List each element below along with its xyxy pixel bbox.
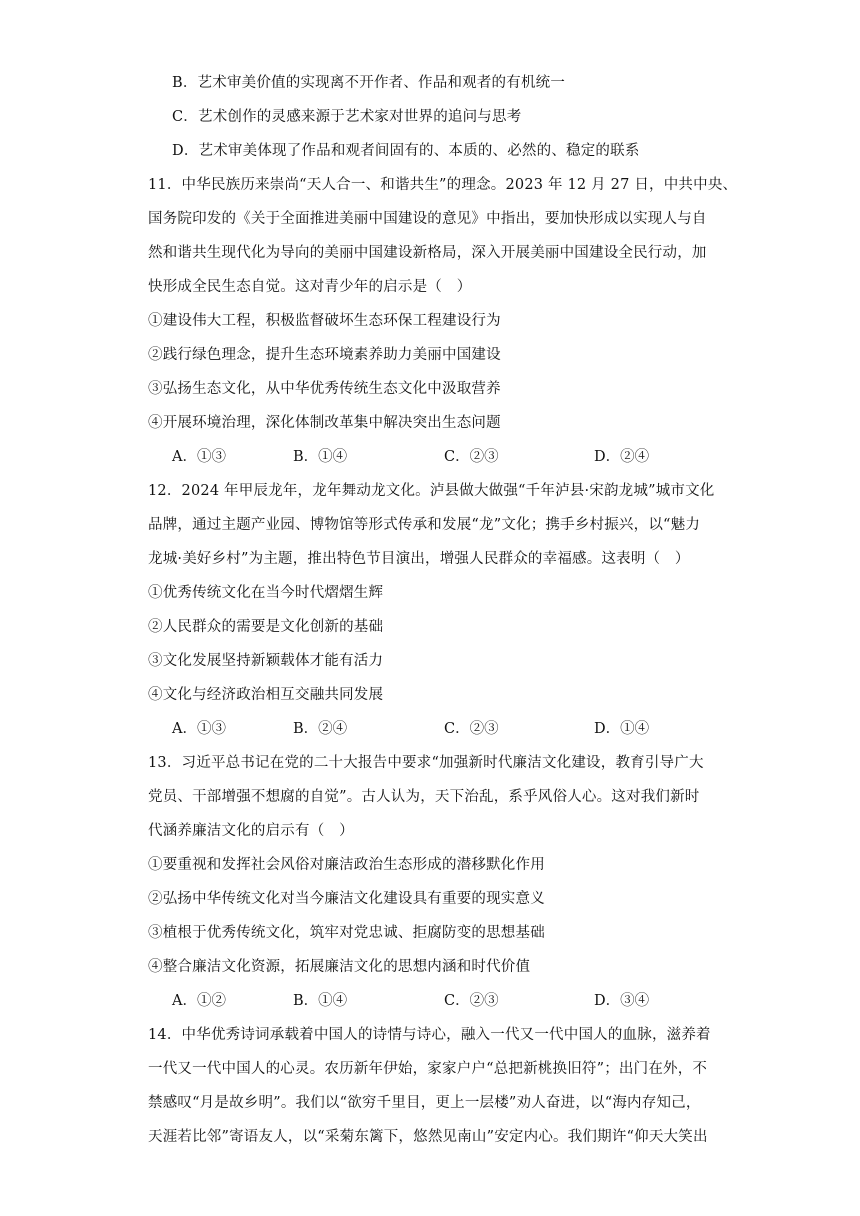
q14-stem-line-4: 天涯若比邻”寄语友人，以“采菊东篱下，悠然见南山”安定内心。我们期许“仰天大笑出: [148, 1129, 708, 1145]
q13-item-1: ①要重视和发挥社会风俗对廉洁政治生态形成的潜移默化作用: [148, 857, 545, 873]
q12-item-3: ③文化发展坚持新颖载体才能有活力: [148, 653, 384, 669]
q13-stem-line-2: 党员、干部增强不想腐的自觉”。古人认为，天下治乱，系乎风俗人心。这对我们新时: [148, 789, 700, 805]
q13-stem-line-3: 代涵养廉洁文化的启示有（ ）: [148, 823, 354, 839]
q12-stem-line-2: 品牌，通过主题产业园、博物馆等形式传承和发展“龙”文化；携手乡村振兴，以“魅力: [148, 517, 701, 533]
q13-item-4: ④整合廉洁文化资源，拓展廉洁文化的思想内涵和时代价值: [148, 959, 531, 975]
q11-item-3: ③弘扬生态文化，从中华优秀传统生态文化中汲取营养: [148, 381, 501, 397]
q11-stem-line-2: 国务院印发的《关于全面推进美丽中国建设的意见》中指出，要加快形成以实现人与自: [148, 211, 707, 227]
q11-item-2: ②践行绿色理念，提升生态环境素养助力美丽中国建设: [148, 347, 501, 363]
q13-option-b: B．①④: [293, 993, 348, 1009]
q11-option-b: B．①④: [293, 449, 348, 465]
q10-option-c: C．艺术创作的灵感来源于艺术家对世界的追问与思考: [172, 109, 522, 125]
q11-item-1: ①建设伟大工程，积极监督破坏生态环保工程建设行为: [148, 313, 501, 329]
q12-option-a: A．①③: [172, 721, 226, 737]
q12-option-b: B．②④: [293, 721, 348, 737]
q11-stem-line-3: 然和谐共生现代化为导向的美丽中国建设新格局，深入开展美丽中国建设全民行动，加: [148, 245, 707, 261]
q10-option-d: D．艺术审美体现了作品和观者间固有的、本质的、必然的、稳定的联系: [172, 143, 640, 159]
q12-option-d: D．①④: [594, 721, 650, 737]
q14-stem-line-2: 一代又一代中国人的心灵。农历新年伊始，家家户户“总把新桃换旧符”；出门在外，不: [148, 1061, 708, 1077]
q12-item-1: ①优秀传统文化在当今时代熠熠生辉: [148, 585, 384, 601]
q11-item-4: ④开展环境治理，深化体制改革集中解决突出生态问题: [148, 415, 501, 431]
q13-option-a: A．①②: [172, 993, 226, 1009]
q11-option-c: C．②③: [444, 449, 499, 465]
q12-option-c: C．②③: [444, 721, 499, 737]
q12-item-2: ②人民群众的需要是文化创新的基础: [148, 619, 384, 635]
q11-option-a: A．①③: [172, 449, 226, 465]
q11-stem-line-1: 11．中华民族历来崇尚“天人合一、和谐共生”的理念。2023 年 12 月 27 日，中共中央、: [148, 177, 738, 193]
q10-option-b: B．艺术审美价值的实现离不开作者、作品和观者的有机统一: [172, 75, 566, 91]
q12-item-4: ④文化与经济政治相互交融共同发展: [148, 687, 384, 703]
q13-item-2: ②弘扬中华传统文化对当今廉洁文化建设具有重要的现实意义: [148, 891, 545, 907]
q11-option-d: D．②④: [594, 449, 650, 465]
q14-stem-line-1: 14．中华优秀诗词承载着中国人的诗情与诗心，融入一代又一代中国人的血脉，滋养着: [148, 1027, 711, 1043]
q11-stem-line-4: 快形成全民生态自觉。这对青少年的启示是（ ）: [148, 279, 472, 295]
q14-stem-line-3: 禁感叹“月是故乡明”。我们以“欲穷千里目，更上一层楼”劝人奋进，以“海内存知己，: [148, 1095, 701, 1111]
q12-stem-line-3: 龙城·美好乡村”为主题，推出特色节目演出，增强人民群众的幸福感。这表明（ ）: [148, 551, 690, 567]
q13-stem-line-1: 13．习近平总书记在党的二十大报告中要求“加强新时代廉洁文化建设，教育引导广大: [148, 755, 704, 771]
q12-stem-line-1: 12．2024 年甲辰龙年，龙年舞动龙文化。泸县做大做强“千年泸县·宋韵龙城”城市文化: [148, 483, 715, 499]
q13-option-d: D．③④: [594, 993, 650, 1009]
q13-item-3: ③植根于优秀传统文化，筑牢对党忠诚、拒腐防变的思想基础: [148, 925, 545, 941]
q13-option-c: C．②③: [444, 993, 499, 1009]
